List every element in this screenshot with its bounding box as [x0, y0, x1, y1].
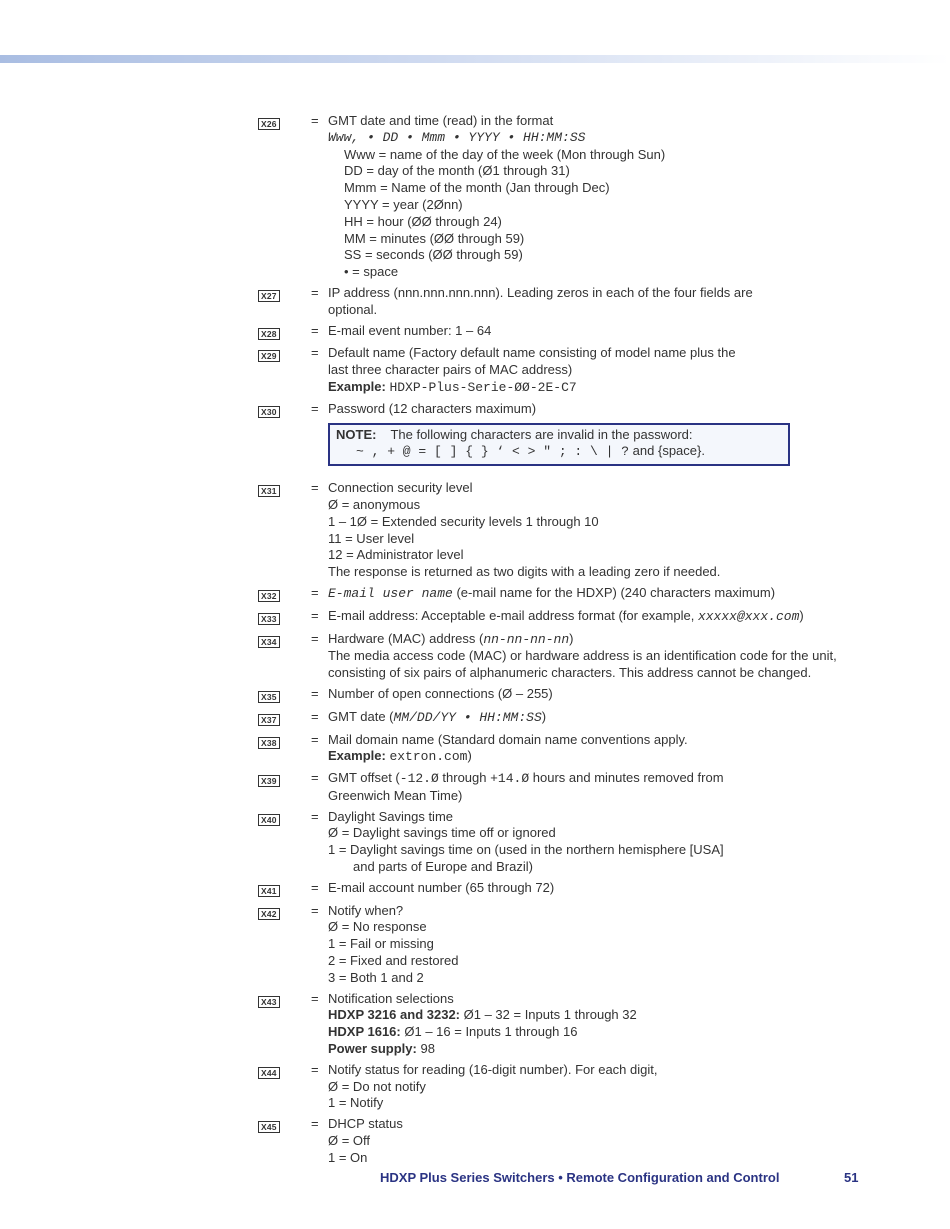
variable-label: X34 [258, 636, 280, 648]
variable-label: X37 [258, 714, 280, 726]
variable-label: X41 [258, 885, 280, 897]
variable-label: X39 [258, 775, 280, 787]
entry-x31: X31 = Connection security level Ø = anonymous 1 – 1Ø = Extended security levels 1 through 10 11 = User level 12 = Administrator level The response is returned as two digits with a leading zero if needed. [258, 480, 878, 581]
entry-x42: X42 = Notify when? Ø = No response 1 = Fail or missing 2 = Fixed and restored 3 = Both 1 and 2 [258, 903, 878, 987]
entry-x32: X32 = E-mail user name (e-mail name for the HDXP) (240 characters maximum) [258, 585, 878, 604]
entry-x33: X33 = E-mail address: Acceptable e-mail address format (for example, xxxxx@xxx.com) [258, 608, 878, 627]
variable-label: X45 [258, 1121, 280, 1133]
variable-label: X32 [258, 590, 280, 602]
variable-label: X38 [258, 737, 280, 749]
variable-label: X30 [258, 406, 280, 418]
variable-definitions [258, 113, 878, 1171]
entry-x37: X37 = GMT date (MM/DD/YY • HH:MM:SS) [258, 709, 878, 728]
variable-label: X35 [258, 691, 280, 703]
variable-label: X40 [258, 814, 280, 826]
variable-label: X42 [258, 908, 280, 920]
entry-x28: X28 = E-mail event number: 1 – 64 [258, 323, 878, 342]
variable-label: X27 [258, 290, 280, 302]
variable-label: X29 [258, 350, 280, 362]
page-footer [380, 1170, 860, 1185]
variable-label: X43 [258, 996, 280, 1008]
page-number: 51 [844, 1170, 859, 1185]
variable-label: X31 [258, 485, 280, 497]
entry-x38: X38 = Mail domain name (Standard domain name conventions apply. Example: extron.com) [258, 732, 878, 767]
footer-title: HDXP Plus Series Switchers • Remote Configuration and Control [380, 1170, 780, 1185]
entry-x44: X44 = Notify status for reading (16-digit number). For each digit, Ø = Do not notify 1 = Notify [258, 1062, 878, 1112]
entry-x26: X26 = GMT date and time (read) in the format Www, • DD • Mmm • YYYY • HH:MM:SS Www = name of the day of the week (Mon through Sun) DD = day of the month (Ø1 through 31) Mmm = Name of the month (Jan through Dec) YYYY = year (2Ønn) HH = hour (ØØ through 24) MM = minutes (ØØ through 59) SS = seconds (ØØ through 59) • = space [258, 113, 878, 281]
header-bar [0, 55, 950, 63]
entry-x30: X30 = Password (12 characters maximum) NOTE: The following characters are invalid in the password: ~ , + @ = [ ] { } ‘ < > " ; : \ | ? and {space}. [258, 401, 878, 476]
entry-x39: X39 = GMT offset (-12.Ø through +14.Ø hours and minutes removed from Greenwich Mean Time) [258, 770, 878, 805]
variable-label: X33 [258, 613, 280, 625]
entry-x45: X45 = DHCP status Ø = Off 1 = On [258, 1116, 878, 1166]
variable-label: X44 [258, 1067, 280, 1079]
note-box: NOTE: The following characters are invalid in the password: ~ , + @ = [ ] { } ‘ < > " ; : \ | ? and {space}. [328, 423, 790, 467]
variable-label: X28 [258, 328, 280, 340]
entry-x29: X29 = Default name (Factory default name consisting of model name plus the last three character pairs of MAC address) Example: HDXP-Plus-Serie-ØØ-2E-C7 [258, 345, 878, 396]
entry-x43: X43 = Notification selections HDXP 3216 and 3232: Ø1 – 32 = Inputs 1 through 32 HDXP 1616: Ø1 – 16 = Inputs 1 through 16 Power supply: 98 [258, 991, 878, 1058]
entry-x41: X41 = E-mail account number (65 through 72) [258, 880, 878, 899]
variable-label: X26 [258, 118, 280, 130]
entry-x34: X34 = Hardware (MAC) address (nn-nn-nn-nn) The media access code (MAC) or hardware address is an identification code for the unit, consisting of six pairs of alphanumeric characters. This address cannot be changed. [258, 631, 878, 682]
entry-x27: X27 = IP address (nnn.nnn.nnn.nnn). Leading zeros in each of the four fields are optional. [258, 285, 878, 319]
entry-x40: X40 = Daylight Savings time Ø = Daylight savings time off or ignored 1 = Daylight savings time on (used in the northern hemisphere [USA] and parts of Europe and Brazil) [258, 809, 878, 876]
entry-x35: X35 = Number of open connections (Ø – 255) [258, 686, 878, 705]
